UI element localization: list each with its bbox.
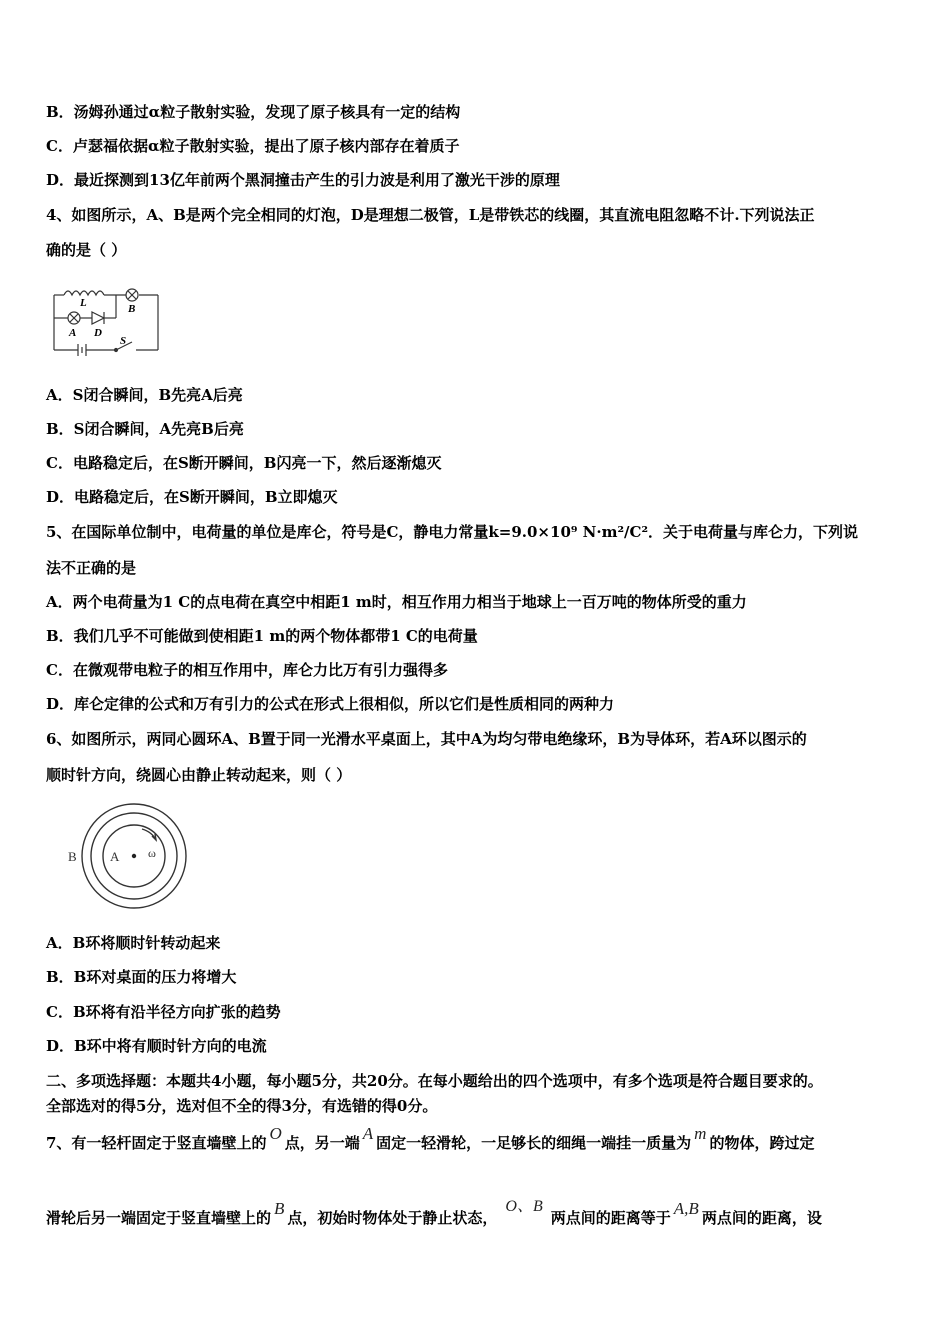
q6-label-omega: ω <box>148 846 156 860</box>
q4-circuit-figure <box>46 278 166 358</box>
q6-stem-line2: 顺时针方向，绕圆心由静止转动起来，则（ ） <box>46 766 352 784</box>
q3-option-d: D．最近探测到13亿年前两个黑洞撞击产生的引力波是利用了激光干涉的原理 <box>46 171 560 189</box>
q7-text-6: 点，初始时物体处于静止状态， <box>287 1209 498 1227</box>
q3-option-b: B．汤姆孙通过α粒子散射实验，发现了原子核具有一定的结构 <box>46 103 461 121</box>
q7-text-5: 滑轮后另一端固定于竖直墙壁上的 <box>46 1209 272 1227</box>
q5-stem-line1: 5、在国际单位制中，电荷量的单位是库仑，符号是C，静电力常量k=9.0×10⁹ N·m²/C²．关于电荷量与库仑力，下列说 <box>46 523 859 541</box>
section2-header-line1: 二、多项选择题：本题共4小题，每小题5分，共20分。在每小题给出的四个选项中，有多个选项是符合题目要求的。 <box>46 1072 823 1090</box>
q6-rings-figure <box>62 800 192 915</box>
q7-text-4: 的物体，跨过定 <box>709 1134 815 1152</box>
q5-option-b: B．我们几乎不可能做到使相距1 m的两个物体都带1 C的电荷量 <box>46 627 478 645</box>
q4-label-b: B <box>128 303 136 315</box>
section2-header-line2: 全部选对的得5分，选对但不全的得3分，有选错的得0分。 <box>46 1097 438 1115</box>
q4-option-c: C．电路稳定后，在S断开瞬间，B闪亮一下，然后逐渐熄灭 <box>46 454 442 472</box>
q6-label-a: A <box>110 849 120 864</box>
q6-stem-line1: 6、如图所示，两同心圆环A、B置于同一光滑水平桌面上，其中A为均匀带电绝缘环，B为导体环，若A环以图示的 <box>46 730 807 748</box>
q4-label-a: A <box>69 327 77 339</box>
q7-var-ab: A,B <box>673 1199 699 1218</box>
q7-text-3: 固定一轻滑轮，一足够长的细绳一端挂一质量为 <box>376 1134 692 1152</box>
q6-option-d: D．B环中将有顺时针方向的电流 <box>46 1037 267 1055</box>
q5-stem-line2: 法不正确的是 <box>46 559 137 577</box>
q4-stem-line2: 确的是（ ） <box>46 241 127 259</box>
q4-label-s: S <box>120 335 127 347</box>
q7-var-ob: O、B <box>505 1198 543 1215</box>
q4-option-d: D．电路稳定后，在S断开瞬间，B立即熄灭 <box>46 488 338 506</box>
q7-var-o: O <box>269 1124 282 1143</box>
q6-option-c: C．B环将有沿半径方向扩张的趋势 <box>46 1003 281 1021</box>
q7-var-a: A <box>362 1124 374 1143</box>
q7-stem-line2 <box>46 1198 822 1229</box>
q7-text-2: 点，另一端 <box>284 1134 360 1152</box>
q3-option-c: C．卢瑟福依据α粒子散射实验，提出了原子核内部存在着质子 <box>46 137 460 155</box>
q5-option-c: C．在微观带电粒子的相互作用中，库仑力比万有引力强得多 <box>46 661 448 679</box>
q5-option-a: A．两个电荷量为1 C的点电荷在真空中相距1 m时，相互作用力相当于地球上一百万吨的物体所受的重力 <box>46 593 747 611</box>
q4-option-a: A．S闭合瞬间，B先亮A后亮 <box>46 386 243 404</box>
q7-stem-line1 <box>46 1124 815 1153</box>
q7-var-b: B <box>274 1199 285 1218</box>
q4-label-d: D <box>94 327 102 339</box>
q7-text-7: 两点间的距离等于 <box>550 1209 671 1227</box>
q7-text-1: 7、有一轻杆固定于竖直墙壁上的 <box>46 1134 267 1152</box>
q4-stem-line1: 4、如图所示，A、B是两个完全相同的灯泡，D是理想二极管，L是带铁芯的线圈，其直流电阻忽略不计.下列说法正 <box>46 206 815 224</box>
q4-label-l: L <box>80 297 87 309</box>
q7-text-8: 两点间的距离，设 <box>701 1209 822 1227</box>
q7-var-m: m <box>694 1124 707 1143</box>
q6-label-b: B <box>68 849 77 864</box>
q6-option-b: B．B环对桌面的压力将增大 <box>46 968 237 986</box>
q4-option-b: B．S闭合瞬间，A先亮B后亮 <box>46 420 244 438</box>
q5-option-d: D．库仑定律的公式和万有引力的公式在形式上很相似，所以它们是性质相同的两种力 <box>46 695 615 713</box>
q6-option-a: A．B环将顺时针转动起来 <box>46 934 221 952</box>
